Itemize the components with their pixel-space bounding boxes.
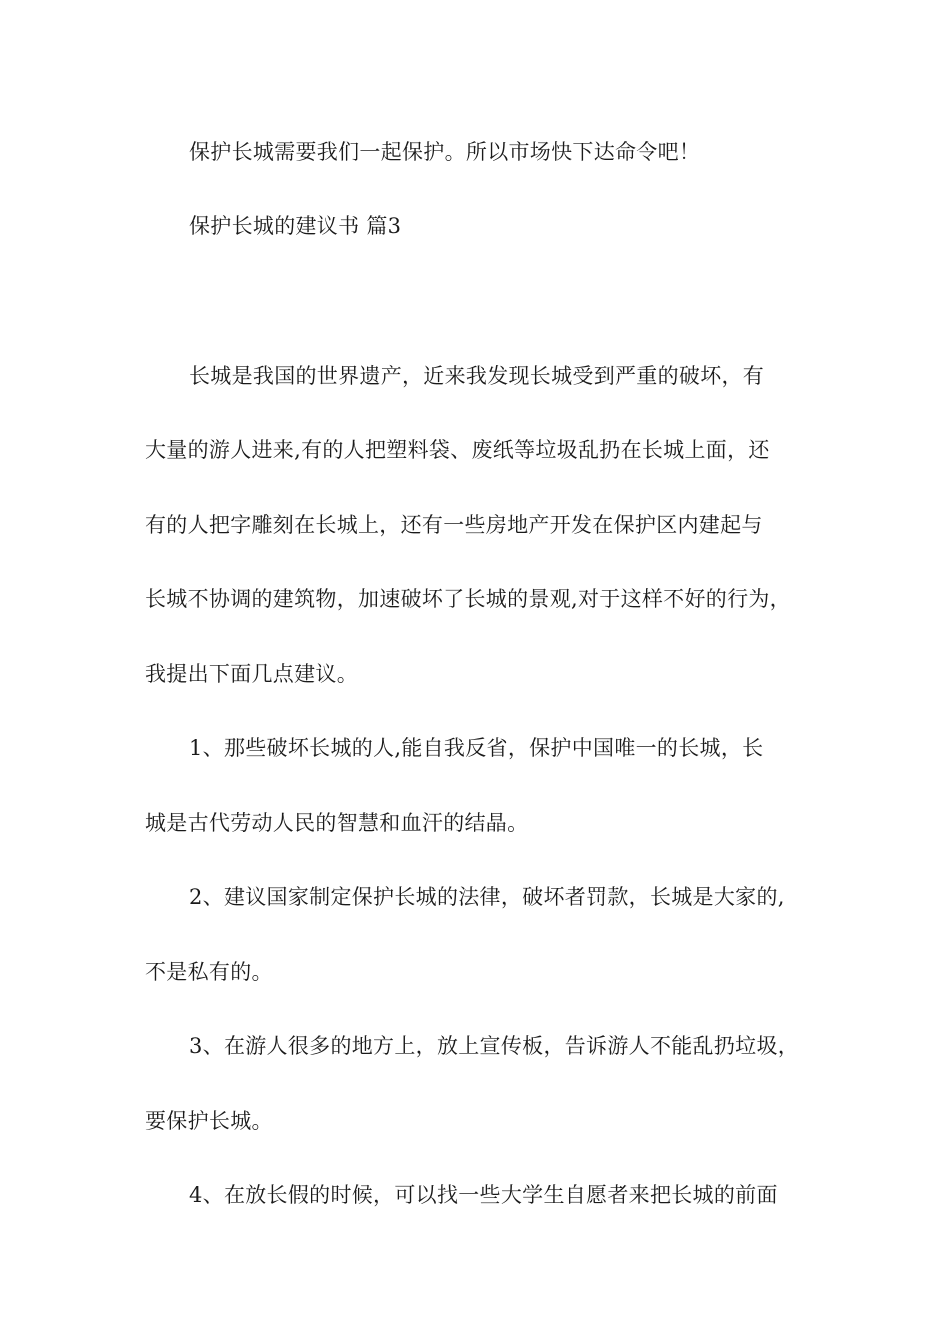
paragraph-line: 我提出下面几点建议。 — [145, 662, 358, 686]
paragraph-line: 保护长城需要我们一起保护。所以市场快下达命令吧！ — [189, 140, 701, 164]
section-heading: 保护长城的建议书 篇3 — [189, 214, 402, 238]
paragraph-line: 长城是我国的世界遗产，近来我发现长城受到严重的破坏，有 — [189, 364, 765, 388]
list-item-line: 4、在放长假的时候，可以找一些大学生自愿者来把长城的前面 — [189, 1183, 778, 1207]
list-item-line: 城是古代劳动人民的智慧和血汗的结晶。 — [145, 811, 529, 835]
list-item-line: 2、建议国家制定保护长城的法律，破坏者罚款，长城是大家的, — [189, 885, 785, 909]
list-item-line: 不是私有的。 — [145, 960, 273, 984]
list-item-line: 1、那些破坏长城的人,能自我反省，保护中国唯一的长城，长 — [189, 736, 764, 760]
list-item-line: 3、在游人很多的地方上，放上宣传板，告诉游人不能乱扔垃圾， — [189, 1034, 800, 1058]
paragraph-line: 长城不协调的建筑物，加速破坏了长城的景观,对于这样不好的行为， — [145, 587, 791, 611]
list-item-line: 要保护长城。 — [145, 1109, 273, 1133]
paragraph-line: 大量的游人进来,有的人把塑料袋、废纸等垃圾乱扔在长城上面，还 — [145, 438, 770, 462]
paragraph-line: 有的人把字雕刻在长城上，还有一些房地产开发在保护区内建起与 — [145, 513, 763, 537]
